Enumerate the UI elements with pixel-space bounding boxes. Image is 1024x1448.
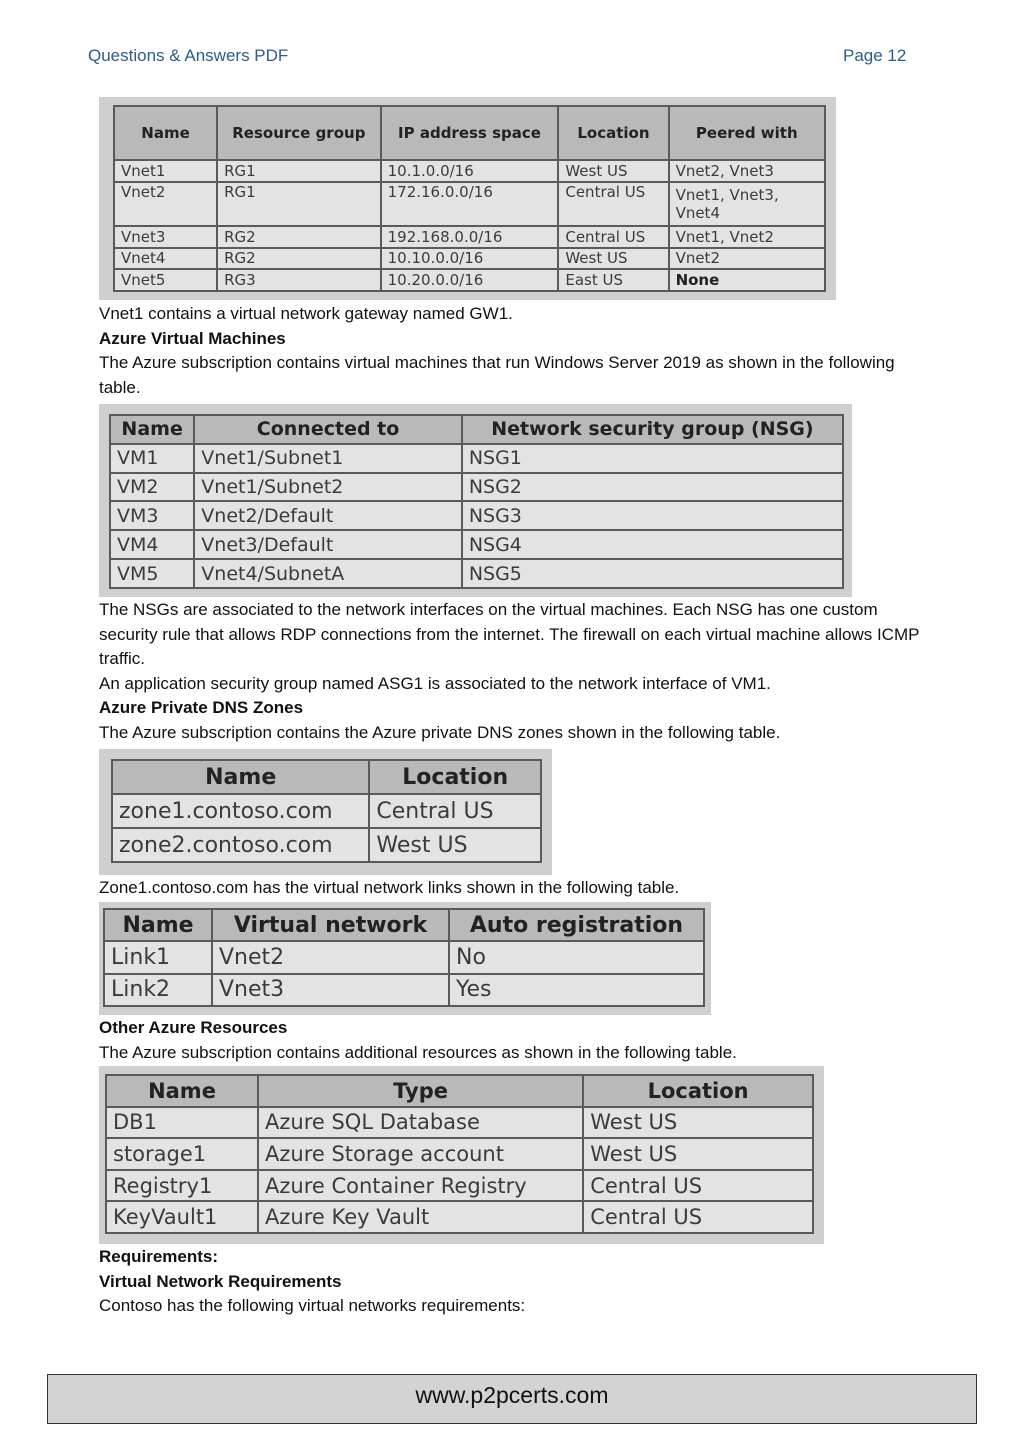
table-row	[110, 473, 843, 502]
table-cell: 10.20.0.0/16	[381, 269, 559, 291]
nsg-description: The NSGs are associated to the network interfaces on the virtual machines. Each NSG has one custom security rule that allows RDP connections from the internet. The firewall on each virtual machine allows ICMP traffic.	[99, 600, 920, 668]
table-cell: Vnet1, Vnet2	[669, 226, 825, 248]
table-cell: Azure SQL Database	[258, 1107, 583, 1139]
table-row	[110, 530, 843, 559]
table-cell: Vnet4	[114, 248, 217, 270]
vm-intro: The Azure subscription contains virtual machines that run Windows Server 2019 as shown in the following table.	[99, 353, 895, 397]
table-cell: Central US	[583, 1170, 813, 1202]
table-cell: 10.10.0.0/16	[381, 248, 559, 270]
dns-intro: The Azure subscription contains the Azure private DNS zones shown in the following table.	[99, 722, 781, 742]
table-cell: Vnet2	[212, 941, 449, 973]
table-cell: zone1.contoso.com	[112, 794, 369, 828]
table-row	[114, 269, 825, 291]
page-number: Page 12	[843, 46, 907, 65]
table-row	[110, 444, 843, 473]
column-header: Peered with	[669, 106, 825, 160]
column-header: Resource group	[217, 106, 381, 160]
table-cell: West US	[583, 1138, 813, 1170]
table-cell: None	[669, 269, 825, 291]
table-cell: VM5	[110, 559, 194, 588]
table-row	[106, 1138, 813, 1170]
column-header: Location	[583, 1075, 813, 1107]
resources-table	[105, 1074, 814, 1234]
table-row	[112, 794, 541, 828]
table-cell: Vnet5	[114, 269, 217, 291]
column-header: Name	[104, 909, 212, 941]
table-header-row	[106, 1075, 813, 1107]
table-cell: Vnet1/Subnet1	[194, 444, 462, 473]
table-cell: East US	[558, 269, 668, 291]
table-cell: NSG2	[462, 473, 843, 502]
section-heading-vnet-requirements: Virtual Network Requirements	[99, 1271, 342, 1291]
column-header: Auto registration	[449, 909, 704, 941]
table-cell: KeyVault1	[106, 1201, 258, 1233]
table-row	[106, 1107, 813, 1139]
column-header: Name	[112, 760, 369, 794]
table-cell: Vnet1	[114, 160, 217, 182]
table-cell: Vnet2, Vnet3	[669, 160, 825, 182]
table-cell: Central US	[558, 182, 668, 226]
table-cell: No	[449, 941, 704, 973]
resources-table-image	[99, 1066, 824, 1244]
column-header: Type	[258, 1075, 583, 1107]
column-header: Name	[114, 106, 217, 160]
table-row	[114, 248, 825, 270]
table-cell: West US	[558, 248, 668, 270]
table-cell: RG2	[217, 226, 381, 248]
table-row	[104, 974, 704, 1006]
table-cell: DB1	[106, 1107, 258, 1139]
dns-table-image	[99, 749, 552, 875]
table-cell: NSG3	[462, 501, 843, 530]
section-heading-dns: Azure Private DNS Zones	[99, 698, 304, 717]
table-row	[106, 1201, 813, 1233]
table-cell: Vnet2	[669, 248, 825, 270]
table-cell: 172.16.0.0/16	[381, 182, 559, 226]
table-cell: zone2.contoso.com	[112, 828, 369, 862]
table-row	[114, 160, 825, 182]
links-table-image	[99, 902, 711, 1015]
table-cell: Vnet4/SubnetA	[194, 559, 462, 588]
column-header: Virtual network	[212, 909, 449, 941]
table-header-row	[114, 106, 825, 160]
table-row	[110, 559, 843, 588]
table-cell: storage1	[106, 1138, 258, 1170]
table-cell: Azure Storage account	[258, 1138, 583, 1170]
section-heading-other: Other Azure Resources	[99, 1018, 288, 1037]
gateway-note: Vnet1 contains a virtual network gateway named GW1.	[99, 304, 513, 323]
section-heading-requirements: Requirements:	[99, 1247, 219, 1266]
column-header: Name	[110, 415, 194, 444]
table-cell: Azure Container Registry	[258, 1170, 583, 1202]
table-cell: RG3	[217, 269, 381, 291]
table-cell: Vnet3	[212, 974, 449, 1006]
dns-table	[111, 759, 542, 863]
vnet-table-image	[99, 97, 836, 300]
section-heading-vms: Azure Virtual Machines	[99, 328, 286, 348]
table-cell: Azure Key Vault	[258, 1201, 583, 1233]
table-cell: Vnet3	[114, 226, 217, 248]
table-cell: NSG1	[462, 444, 843, 473]
table-row	[104, 941, 704, 973]
column-header: Location	[558, 106, 668, 160]
table-cell: Yes	[449, 974, 704, 1006]
vm-table	[109, 414, 844, 589]
table-cell: West US	[369, 828, 541, 862]
table-cell: Registry1	[106, 1170, 258, 1202]
footer-url: www.p2pcerts.com	[47, 1374, 977, 1424]
vm-table-image	[99, 404, 852, 597]
column-header: Network security group (NSG)	[462, 415, 843, 444]
table-row	[112, 828, 541, 862]
table-cell: RG2	[217, 248, 381, 270]
table-cell: Vnet2/Default	[194, 501, 462, 530]
table-cell: VM1	[110, 444, 194, 473]
table-cell: Central US	[369, 794, 541, 828]
table-row	[106, 1170, 813, 1202]
table-cell: West US	[583, 1107, 813, 1139]
table-cell: Vnet3/Default	[194, 530, 462, 559]
table-cell: VM3	[110, 501, 194, 530]
table-cell: Link1	[104, 941, 212, 973]
vnet-table	[113, 105, 826, 292]
column-header: Location	[369, 760, 541, 794]
table-cell: VM2	[110, 473, 194, 502]
table-row	[110, 501, 843, 530]
table-header-row	[104, 909, 704, 941]
links-intro: Zone1.contoso.com has the virtual network links shown in the following table.	[99, 878, 680, 897]
table-cell: Vnet1/Subnet2	[194, 473, 462, 502]
table-header-row	[112, 760, 541, 794]
column-header: Name	[106, 1075, 258, 1107]
resources-intro: The Azure subscription contains additional resources as shown in the following table.	[99, 1043, 737, 1062]
table-cell: VM4	[110, 530, 194, 559]
table-cell: Central US	[558, 226, 668, 248]
table-header-row	[110, 415, 843, 444]
vnet-requirements-intro: Contoso has the following virtual networks requirements:	[99, 1296, 526, 1315]
table-row	[114, 226, 825, 248]
document-title: Questions & Answers PDF	[88, 46, 289, 65]
table-cell: RG1	[217, 182, 381, 226]
asg-note: An application security group named ASG1 is associated to the network interface of VM1.	[99, 673, 771, 693]
table-cell: 10.1.0.0/16	[381, 160, 559, 182]
table-cell: Central US	[583, 1201, 813, 1233]
table-cell: Vnet1, Vnet3, Vnet4	[669, 182, 825, 226]
table-cell: NSG4	[462, 530, 843, 559]
table-cell: RG1	[217, 160, 381, 182]
table-cell: 192.168.0.0/16	[381, 226, 559, 248]
column-header: Connected to	[194, 415, 462, 444]
links-table	[103, 908, 705, 1007]
table-cell: Link2	[104, 974, 212, 1006]
table-row	[114, 182, 825, 226]
column-header: IP address space	[381, 106, 559, 160]
table-cell: West US	[558, 160, 668, 182]
table-cell: NSG5	[462, 559, 843, 588]
table-cell: Vnet2	[114, 182, 217, 226]
